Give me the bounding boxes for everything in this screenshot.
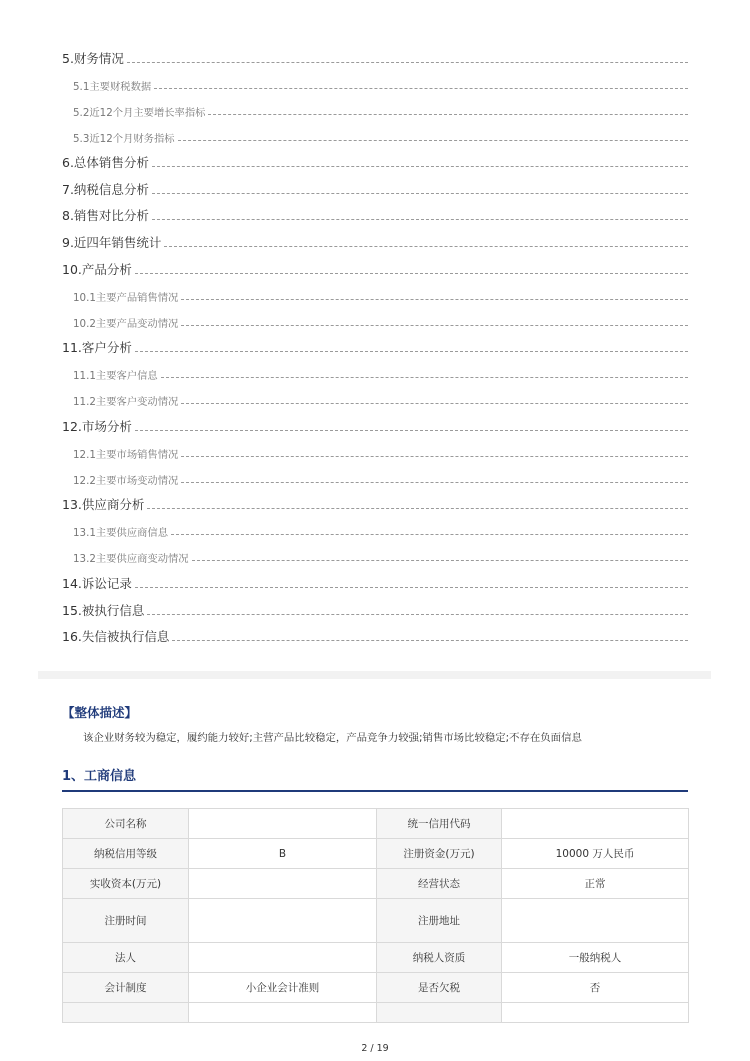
toc-entry[interactable]: [62, 67, 688, 93]
toc-entry-label: 11.1主要客户信息: [73, 370, 158, 383]
toc-entry-label: 7.纳税信息分析: [62, 181, 149, 197]
toc-entry-label: 12.2主要市场变动情况: [73, 474, 179, 487]
toc-leader-dots: [181, 325, 688, 326]
field-value-cell: 一般纳税人: [502, 943, 689, 973]
toc-entry[interactable]: [62, 565, 688, 592]
toc-leader-dots: [135, 351, 688, 352]
toc-entry[interactable]: [62, 330, 688, 357]
field-value-cell: [502, 809, 689, 839]
toc-leader-dots: [135, 430, 688, 431]
toc-entry[interactable]: [62, 224, 688, 251]
table-row: [63, 973, 689, 1003]
toc-entry-label: 5.2近12个月主要增长率指标: [73, 106, 206, 119]
toc-entry-label: 15.被执行信息: [62, 602, 145, 618]
section-divider: [38, 671, 711, 679]
toc-entry[interactable]: [62, 461, 688, 487]
toc-leader-dots: [181, 403, 688, 404]
table-row: [63, 839, 689, 869]
table-row: [63, 1003, 689, 1023]
toc-entry[interactable]: [62, 592, 688, 619]
toc-leader-dots: [154, 88, 688, 89]
toc-entry[interactable]: [62, 435, 688, 461]
field-label-cell: 统一信用代码: [377, 809, 502, 839]
field-label-cell: [377, 1003, 502, 1023]
toc-leader-dots: [181, 482, 688, 483]
field-label-cell: [63, 1003, 189, 1023]
table-row: [63, 809, 689, 839]
field-value-cell: [502, 899, 689, 943]
toc-leader-dots: [135, 273, 688, 274]
toc-entry[interactable]: [62, 119, 688, 145]
field-label-cell: 纳税信用等级: [63, 839, 189, 869]
toc-entry[interactable]: [62, 40, 688, 67]
toc-entry[interactable]: [62, 356, 688, 382]
field-label-cell: 是否欠税: [377, 973, 502, 1003]
toc-entry[interactable]: [62, 539, 688, 565]
toc-entry-label: 12.1主要市场销售情况: [73, 448, 179, 461]
toc-entry[interactable]: [62, 198, 688, 225]
field-value-cell: 10000 万人民币: [502, 839, 689, 869]
toc-entry[interactable]: [62, 619, 688, 646]
field-value-cell: [502, 1003, 689, 1023]
toc-entry[interactable]: [62, 382, 688, 408]
field-value-cell: [189, 899, 377, 943]
summary-title: 【整体描述】: [62, 705, 138, 720]
toc-leader-dots: [178, 140, 688, 141]
field-value-cell: 正常: [502, 869, 689, 899]
toc-entry[interactable]: [62, 304, 688, 330]
table-row: [63, 943, 689, 973]
section-rule: [62, 790, 688, 792]
toc-leader-dots: [192, 560, 688, 561]
section-title: 1、工商信息: [62, 769, 137, 784]
toc-leader-dots: [152, 166, 688, 167]
toc-leader-dots: [152, 193, 688, 194]
toc-entry[interactable]: [62, 408, 688, 435]
toc-entry-label: 10.产品分析: [62, 261, 132, 277]
page-number: 2 / 19: [361, 1043, 389, 1054]
toc-entry-label: 9.近四年销售统计: [62, 234, 162, 250]
field-value-cell: 小企业会计准则: [189, 973, 377, 1003]
field-label-cell: 实收资本(万元): [63, 869, 189, 899]
field-label-cell: 经营状态: [377, 869, 502, 899]
field-label-cell: 注册资金(万元): [377, 839, 502, 869]
toc-entry-label: 13.2主要供应商变动情况: [73, 553, 189, 566]
toc-entry-label: 6.总体销售分析: [62, 155, 149, 171]
toc-entry-label: 10.2主要产品变动情况: [73, 317, 179, 330]
toc-entry[interactable]: [62, 171, 688, 198]
toc-entry-label: 13.1主要供应商信息: [73, 527, 169, 540]
field-label-cell: 法人: [63, 943, 189, 973]
field-value-cell: [189, 1003, 377, 1023]
business-info-table: [62, 808, 689, 1023]
toc-leader-dots: [172, 640, 688, 641]
toc-entry-label: 5.财务情况: [62, 50, 124, 66]
summary-text: 该企业财务较为稳定，履约能力较好;主营产品比较稳定，产品竞争力较强;销售市场比较稳定;不存在负面信息: [83, 732, 582, 744]
field-value-cell: [189, 943, 377, 973]
toc-leader-dots: [171, 534, 688, 535]
toc-leader-dots: [152, 219, 688, 220]
toc-entry[interactable]: [62, 251, 688, 278]
field-label-cell: 公司名称: [63, 809, 189, 839]
toc-entry-label: 12.市场分析: [62, 418, 132, 434]
field-label-cell: 会计制度: [63, 973, 189, 1003]
field-label-cell: 注册时间: [63, 899, 189, 943]
toc-leader-dots: [147, 614, 688, 615]
toc-entry-label: 5.1主要财税数据: [73, 80, 152, 93]
table-of-contents: [62, 40, 688, 645]
toc-leader-dots: [208, 114, 688, 115]
toc-entry[interactable]: [62, 93, 688, 119]
toc-entry-label: 13.供应商分析: [62, 497, 145, 513]
toc-entry[interactable]: [62, 513, 688, 539]
field-value-cell: [189, 869, 377, 899]
toc-entry-label: 11.2主要客户变动情况: [73, 396, 179, 409]
toc-leader-dots: [181, 299, 688, 300]
table-row: [63, 869, 689, 899]
field-value-cell: B: [189, 839, 377, 869]
field-value-cell: [189, 809, 377, 839]
field-label-cell: 纳税人资质: [377, 943, 502, 973]
toc-entry[interactable]: [62, 487, 688, 514]
toc-entry[interactable]: [62, 145, 688, 172]
toc-entry-label: 8.销售对比分析: [62, 208, 149, 224]
field-value-cell: 否: [502, 973, 689, 1003]
toc-entry-label: 14.诉讼记录: [62, 575, 132, 591]
toc-leader-dots: [147, 508, 688, 509]
toc-leader-dots: [164, 246, 688, 247]
toc-entry-label: 5.3近12个月财务指标: [73, 132, 175, 145]
toc-entry-label: 16.失信被执行信息: [62, 629, 170, 645]
field-label-cell: 注册地址: [377, 899, 502, 943]
table-row: [63, 899, 689, 943]
toc-leader-dots: [135, 587, 688, 588]
toc-entry-label: 11.客户分析: [62, 340, 132, 356]
toc-leader-dots: [181, 456, 688, 457]
toc-leader-dots: [127, 62, 688, 63]
toc-leader-dots: [161, 377, 688, 378]
toc-entry[interactable]: [62, 278, 688, 304]
toc-entry-label: 10.1主要产品销售情况: [73, 291, 179, 304]
